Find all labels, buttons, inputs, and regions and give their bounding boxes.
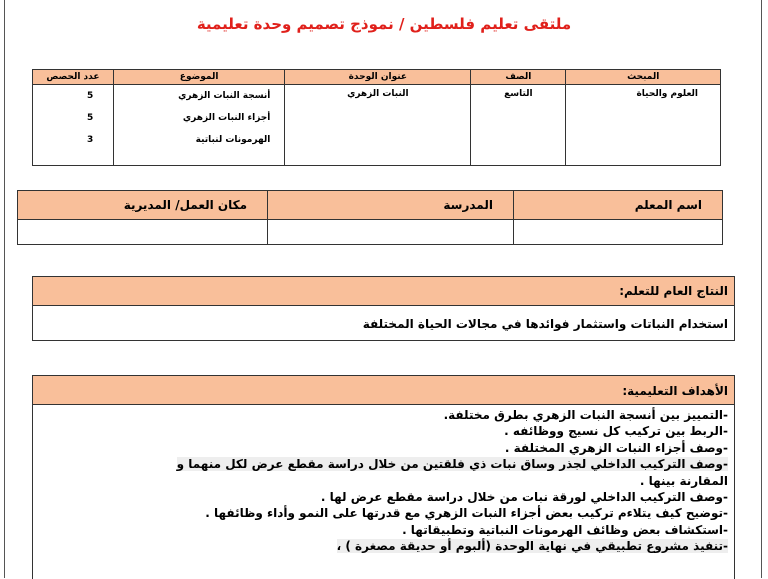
goals-heading: الأهداف التعليمية: xyxy=(33,376,734,405)
learning-goals-box xyxy=(32,375,735,579)
header-periods: عدد الحصص xyxy=(33,70,114,85)
periods-cell xyxy=(33,85,114,166)
unit-info-table xyxy=(32,69,721,166)
goal-item: -وصف التركيب الداخلي لورقة نبات من خلال دراسة مقطع عرض لها . xyxy=(320,490,728,505)
page-title: ملتقى تعليم فلسطين / نموذج تصميم وحدة تعليمية xyxy=(196,15,572,33)
header-topic: الموضوع xyxy=(113,70,285,85)
period-count: 5 xyxy=(87,91,94,101)
goal-item: -توضيح كيف يتلاءم تركيب بعض أجزاء النبات الزهري مع قدرتها على النمو وأداء وظائفها . xyxy=(205,506,728,521)
goal-item: -وصف أجزاء النبات الزهري المختلفة . xyxy=(504,440,728,455)
goal-item-continued: المقارنة بينها . xyxy=(639,473,728,488)
goal-item: -التمييز بين أنسجة النبات الزهري بطرق مختلفة. xyxy=(443,408,728,422)
goal-item: -تنفيذ مشروع تطبيقي في نهاية الوحدة (ألبوم أو حديقة مصغرة ) ، xyxy=(336,539,728,554)
topic-item: الهرمونات لنباتية xyxy=(195,135,271,145)
teacher-info-table xyxy=(17,190,723,245)
period-count: 3 xyxy=(87,135,94,145)
topic-item: أجزاء النبات الزهري xyxy=(182,113,271,123)
teacher-name-cell xyxy=(513,220,722,245)
workplace-cell xyxy=(18,220,268,245)
goals-list xyxy=(33,405,734,555)
unit-title-cell: النبات الزهري xyxy=(285,85,471,166)
outcome-heading: النتاج العام للتعلم: xyxy=(33,277,734,306)
header-grade: الصف xyxy=(471,70,566,85)
header-teacher-name: اسم المعلم xyxy=(513,191,722,220)
header-unit-title: عنوان الوحدة xyxy=(285,70,471,85)
header-workplace: مكان العمل/ المديرية xyxy=(18,191,268,220)
goal-item: -استكشاف بعض وظائف الهرمونات النباتية وتطبيقاتها . xyxy=(402,522,728,537)
school-cell xyxy=(268,220,514,245)
learning-outcome-box xyxy=(32,276,735,341)
goal-item: -وصف التركيب الداخلي لجذر وساق نبات ذي فلقتين من خلال دراسة مقطع عرض لكل منهما و xyxy=(176,457,728,472)
subject-cell: العلوم والحياة xyxy=(566,85,721,166)
grade-cell: التاسع xyxy=(471,85,566,166)
header-subject: المبحث xyxy=(566,70,721,85)
header-school: المدرسة xyxy=(268,191,514,220)
topic-item: أنسجة النبات الزهري xyxy=(178,91,271,101)
outcome-text: استخدام النباتات واستثمار فوائدها في مجالات الحياة المختلفة xyxy=(362,317,728,331)
period-count: 5 xyxy=(87,113,94,123)
topics-cell xyxy=(113,85,285,166)
goal-item: -الربط بين تركيب كل نسيج ووظائفه . xyxy=(504,424,728,439)
